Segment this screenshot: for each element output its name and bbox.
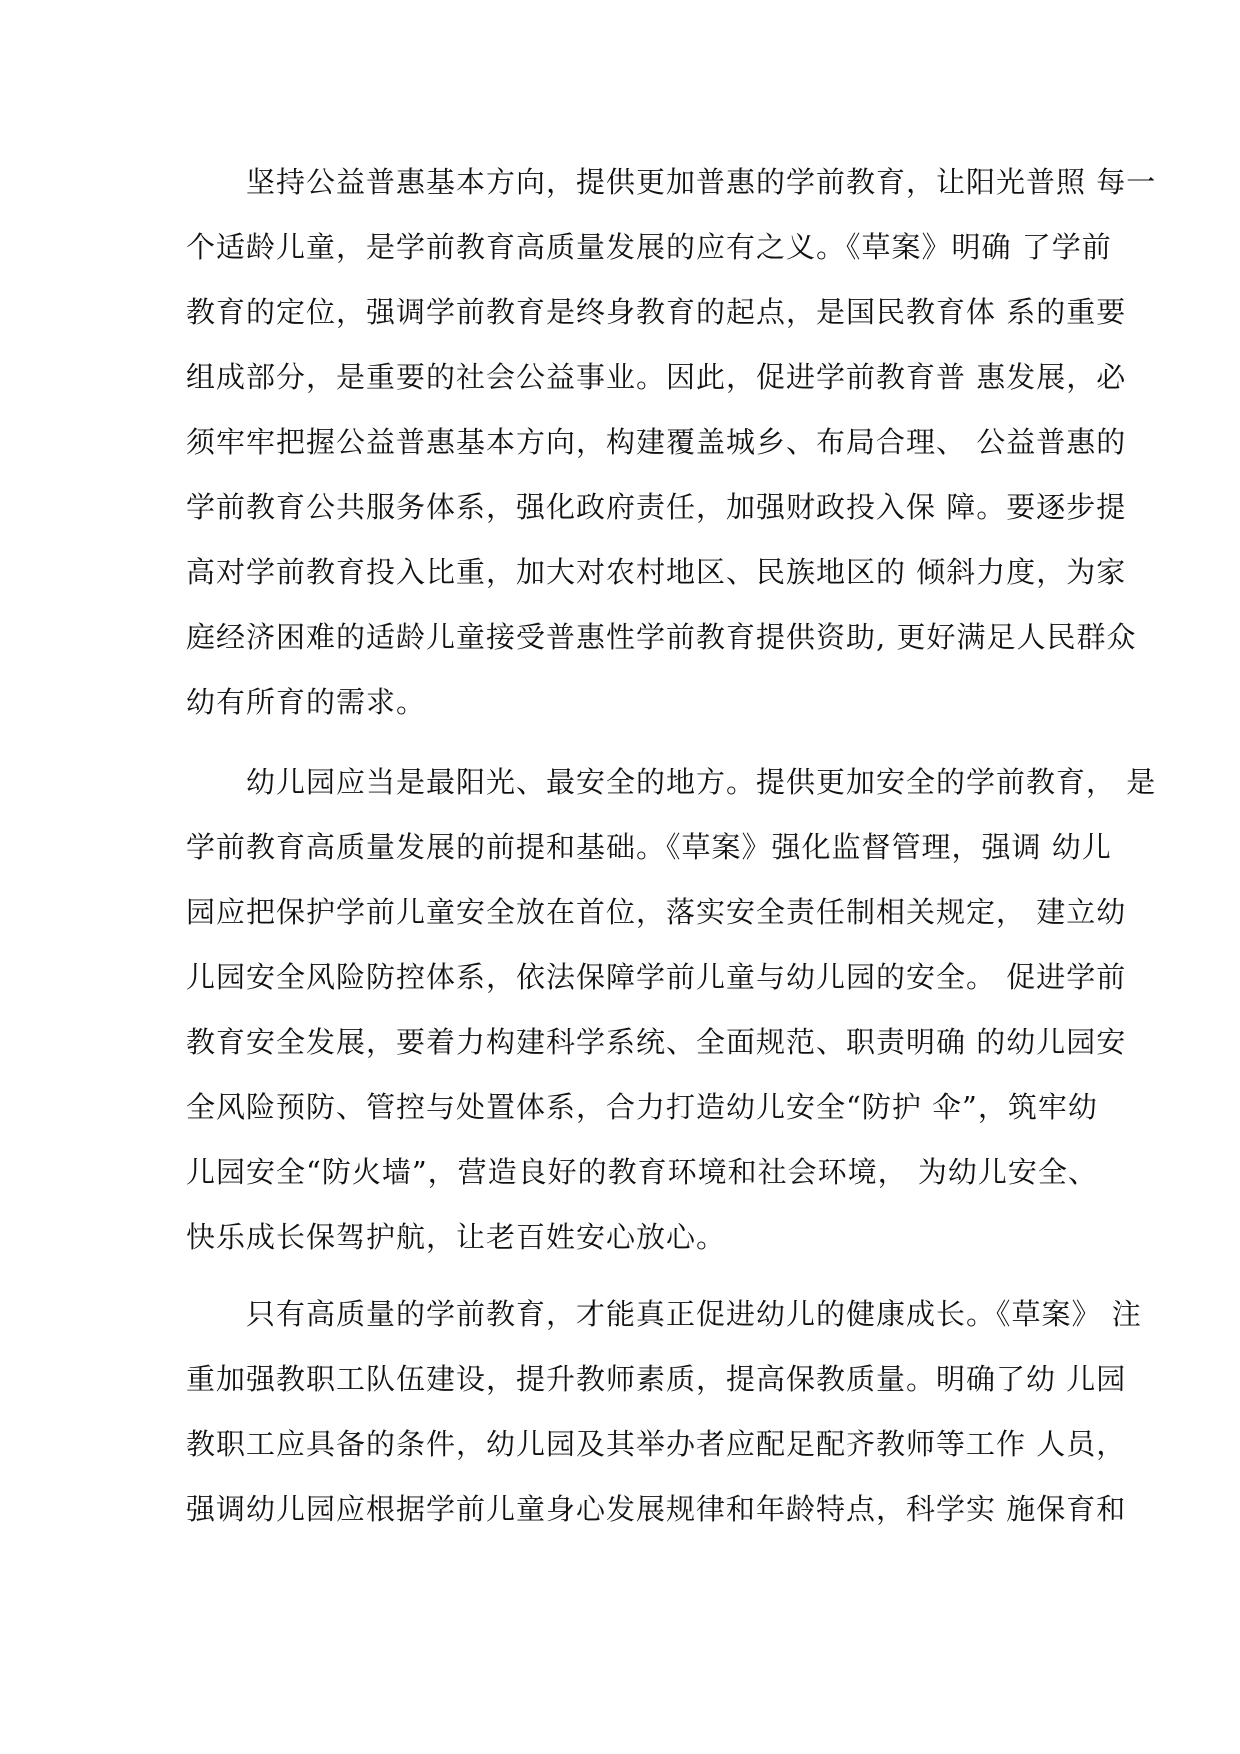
paragraph-line: 幼有所育的需求。 (186, 685, 427, 719)
paragraph-line: 高对学前教育投入比重，加大对农村地区、民族地区的 倾斜力度，为家 (186, 555, 1127, 589)
paragraph-line: 教育安全发展，要着力构建科学系统、全面规范、职责明确 的幼儿园安 (186, 1025, 1127, 1059)
paragraph-1 (186, 150, 1157, 735)
paragraph-line: 儿园安全风险防控体系，依法保障学前儿童与幼儿园的安全。 促进学前 (186, 960, 1127, 994)
paragraph-line: 坚持公益普惠基本方向，提供更加普惠的学前教育，让阳光普照 每一 (186, 165, 1157, 199)
paragraph-line: 重加强教职工队伍建设，提升教师素质，提高保教质量。明确了幼 儿园 (186, 1362, 1127, 1396)
paragraph-line: 园应把保护学前儿童安全放在首位，落实安全责任制相关规定， 建立幼 (186, 895, 1127, 929)
paragraph-line: 个适龄儿童，是学前教育高质量发展的应有之义。《草案》明确 了学前 (186, 230, 1112, 264)
paragraph-line: 学前教育公共服务体系，强化政府责任，加强财政投入保 障。要逐步提 (186, 490, 1127, 524)
paragraph-line: 学前教育高质量发展的前提和基础。《草案》强化监督管理，强调 幼儿 (186, 830, 1112, 864)
paragraph-2 (186, 750, 1157, 1270)
paragraph-line: 组成部分，是重要的社会公益事业。因此，促进学前教育普 惠发展，必 (186, 360, 1127, 394)
paragraph-line: 教育的定位，强调学前教育是终身教育的起点，是国民教育体 系的重要 (186, 295, 1127, 329)
paragraph-line: 儿园安全“防火墙”，营造良好的教育环境和社会环境， 为幼儿安全、 (186, 1155, 1098, 1189)
paragraph-line: 只有高质量的学前教育，才能真正促进幼儿的健康成长。《草案》 注 (186, 1297, 1142, 1331)
paragraph-line: 幼儿园应当是最阳光、最安全的地方。提供更加安全的学前教育， 是 (186, 765, 1157, 799)
paragraph-line: 强调幼儿园应根据学前儿童身心发展规律和年龄特点，科学实 施保育和 (186, 1492, 1127, 1526)
paragraph-line: 全风险预防、管控与处置体系，合力打造幼儿安全“防护 伞”，筑牢幼 (186, 1090, 1098, 1124)
paragraph-line: 教职工应具备的条件，幼儿园及其举办者应配足配齐教师等工作 人员， (186, 1427, 1127, 1461)
paragraph-line: 快乐成长保驾护航，让老百姓安心放心。 (186, 1220, 727, 1254)
paragraph-line: 须牢牢把握公益普惠基本方向，构建覆盖城乡、布局合理、 公益普惠的 (186, 425, 1127, 459)
paragraph-line: 庭经济困难的适龄儿童接受普惠性学前教育提供资助, 更好满足人民群众 (186, 620, 1137, 654)
paragraph-3 (186, 1282, 1142, 1542)
